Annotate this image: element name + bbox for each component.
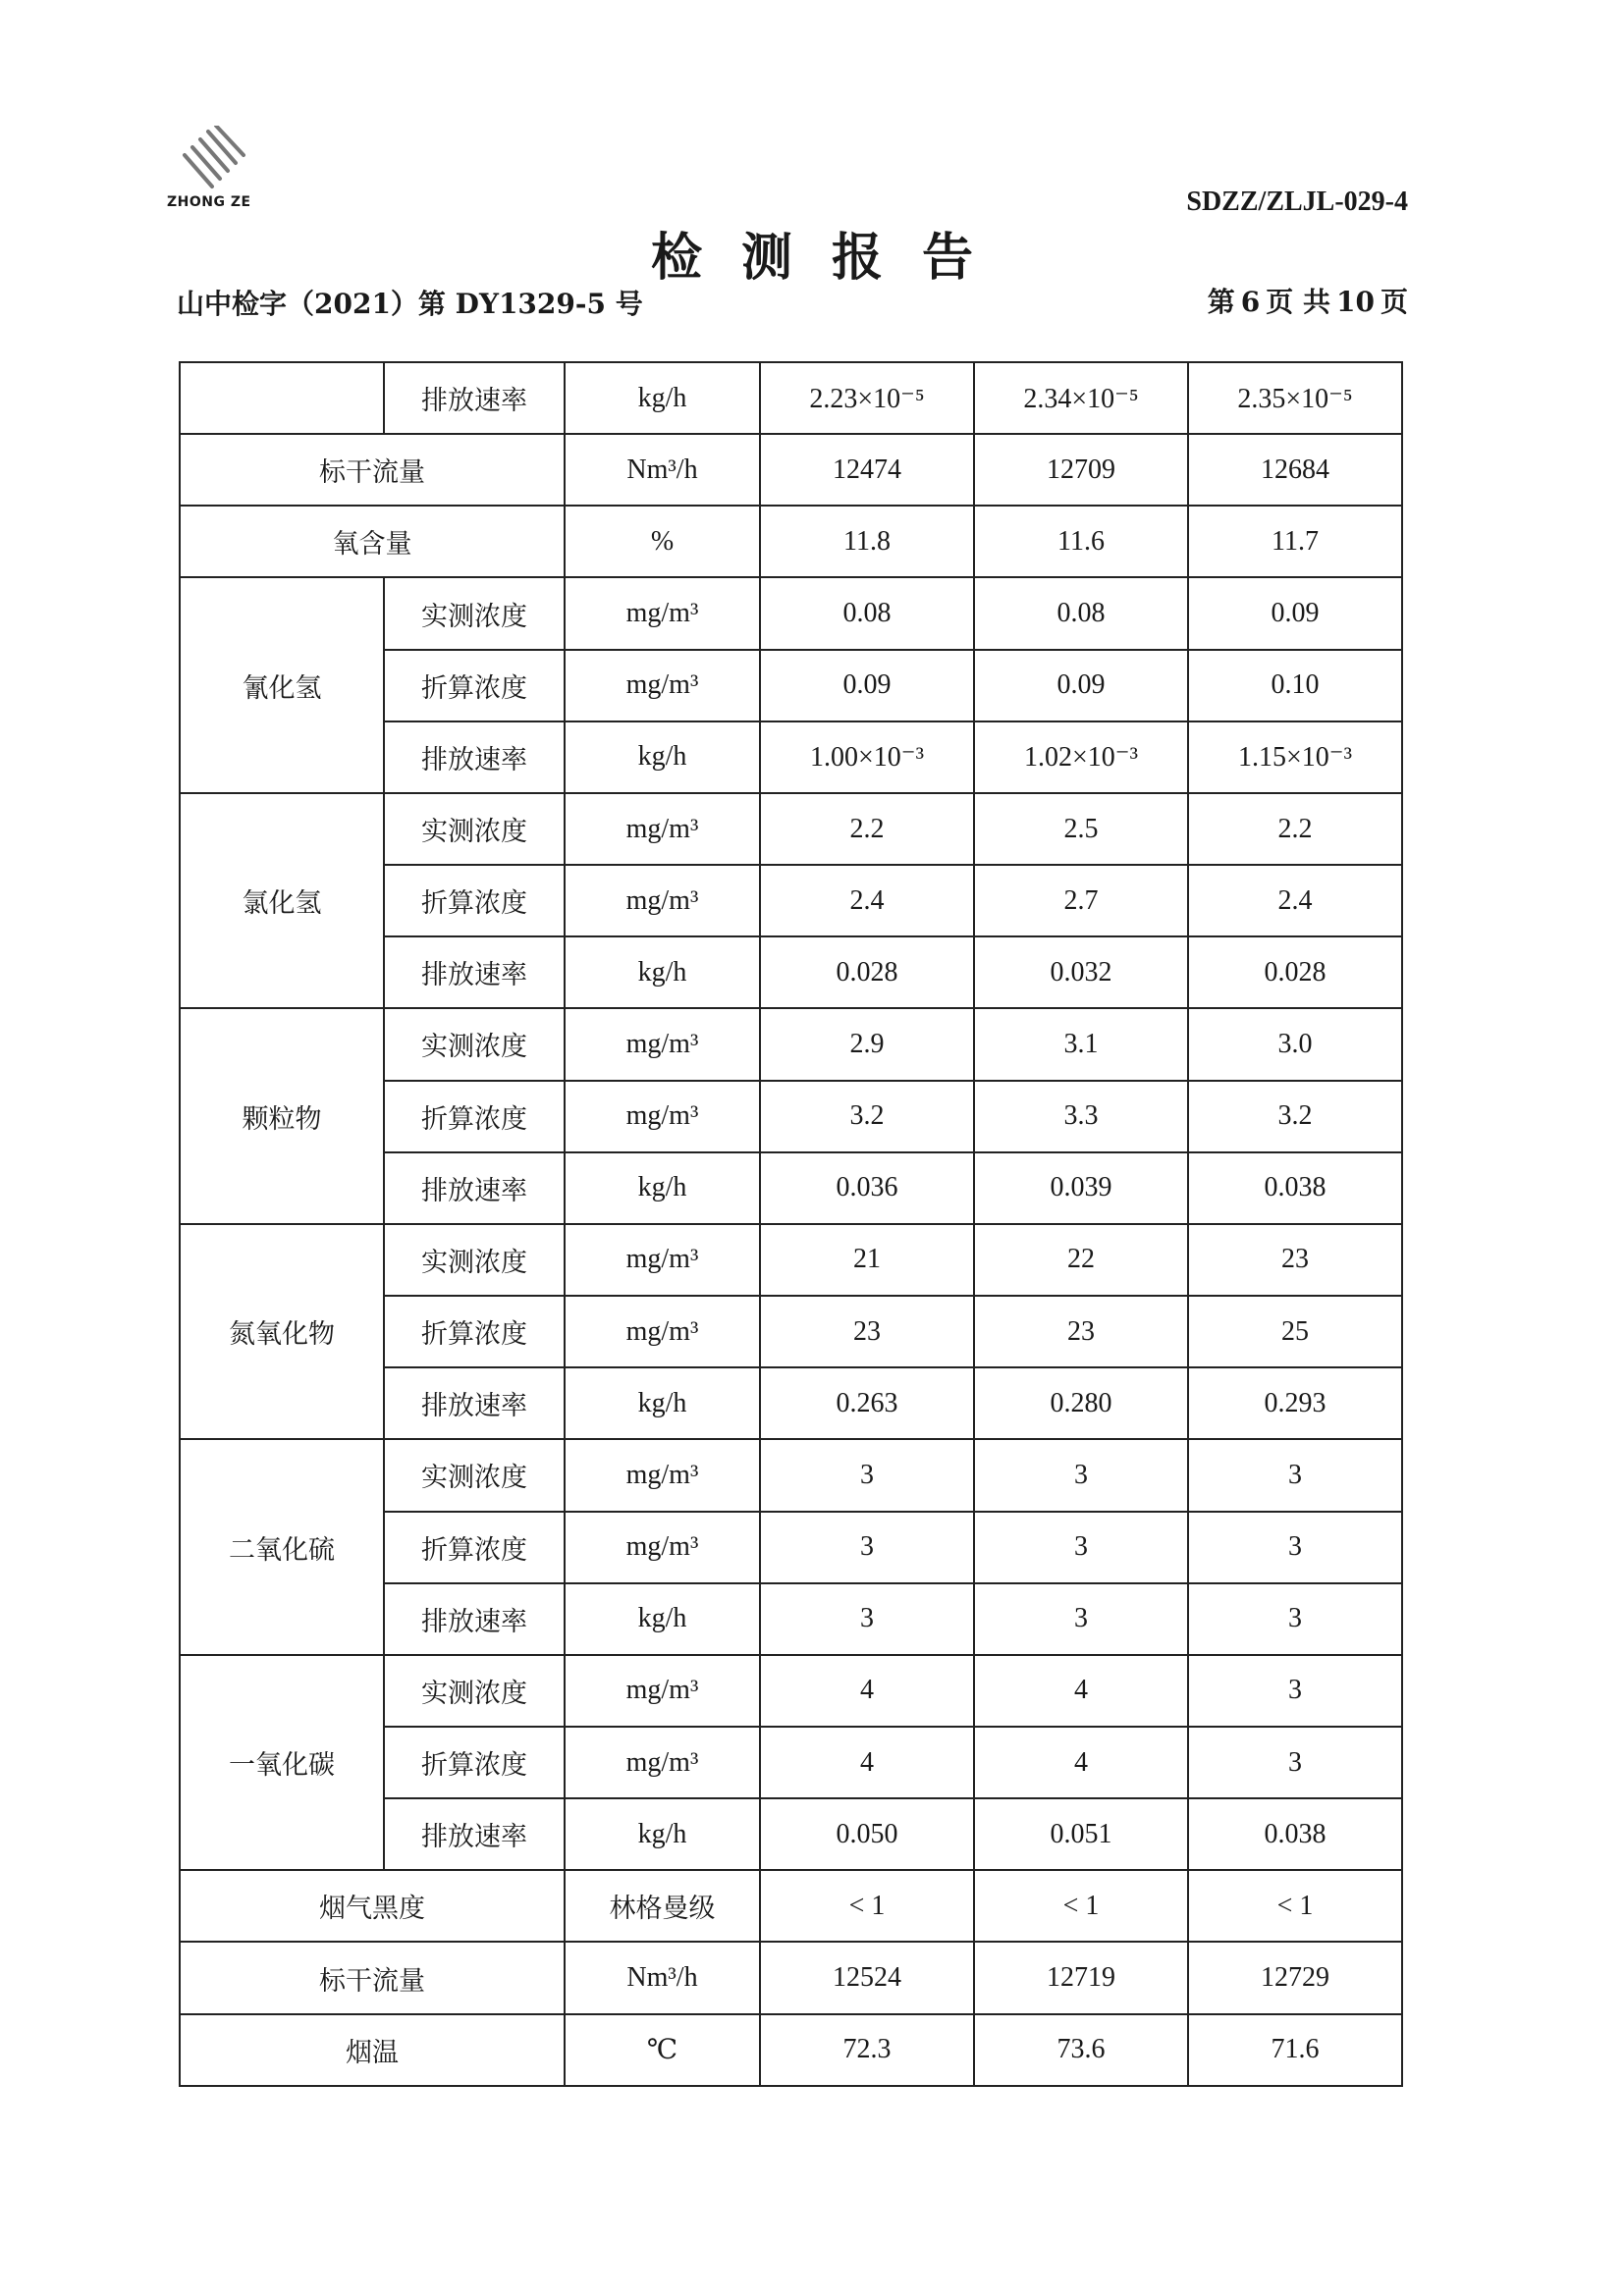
group-cell: 二氧化硫 <box>180 1439 384 1654</box>
sub-item-cell: 折算浓度 <box>384 1296 565 1367</box>
value-cell: 0.038 <box>1188 1798 1402 1870</box>
table-row <box>180 2014 1402 2086</box>
document-code: SDZZ/ZLJL-029-4 <box>1186 187 1408 217</box>
unit-cell: % <box>565 506 760 577</box>
value-cell: 3 <box>760 1439 974 1511</box>
table-row <box>180 1942 1402 2013</box>
sub-item-cell: 实测浓度 <box>384 1655 565 1727</box>
unit-cell: kg/h <box>565 362 760 434</box>
value-cell: 2.23×10⁻⁵ <box>760 362 974 434</box>
value-cell: 73.6 <box>974 2014 1188 2086</box>
item-cell: 烟温 <box>180 2014 565 2086</box>
value-cell: 2.2 <box>760 793 974 865</box>
unit-cell: kg/h <box>565 1367 760 1439</box>
value-cell: 0.09 <box>760 650 974 721</box>
unit-cell: kg/h <box>565 1583 760 1655</box>
value-cell: 2.34×10⁻⁵ <box>974 362 1188 434</box>
unit-cell: kg/h <box>565 1798 760 1870</box>
unit-cell: mg/m³ <box>565 1081 760 1152</box>
value-cell: 2.35×10⁻⁵ <box>1188 362 1402 434</box>
unit-cell: mg/m³ <box>565 1296 760 1367</box>
value-cell: 12729 <box>1188 1942 1402 2013</box>
results-table <box>179 361 1403 2087</box>
sub-item-cell: 折算浓度 <box>384 1081 565 1152</box>
sub-item-cell: 排放速率 <box>384 362 565 434</box>
value-cell: 12684 <box>1188 434 1402 506</box>
value-cell: 3 <box>974 1439 1188 1511</box>
table-row <box>180 793 1402 865</box>
value-cell: 4 <box>760 1727 974 1798</box>
unit-cell: mg/m³ <box>565 577 760 649</box>
value-cell: 2.5 <box>974 793 1188 865</box>
value-cell: < 1 <box>1188 1870 1402 1942</box>
value-cell: 3 <box>974 1512 1188 1583</box>
unit-cell: mg/m³ <box>565 793 760 865</box>
value-cell: 12524 <box>760 1942 974 2013</box>
sub-item-cell: 实测浓度 <box>384 577 565 649</box>
value-cell: < 1 <box>974 1870 1188 1942</box>
value-cell: 3 <box>1188 1512 1402 1583</box>
page-number: 第 6 页 共 10 页 <box>1207 286 1408 318</box>
sub-item-cell: 折算浓度 <box>384 650 565 721</box>
table-row <box>180 1870 1402 1942</box>
sub-item-cell: 实测浓度 <box>384 1439 565 1511</box>
unit-cell: kg/h <box>565 936 760 1008</box>
value-cell: 3 <box>760 1583 974 1655</box>
value-cell: 3.0 <box>1188 1008 1402 1080</box>
value-cell: 0.280 <box>974 1367 1188 1439</box>
report-reference: 山中检字（2021）第 DY1329-5 号 <box>177 288 643 320</box>
value-cell: 0.051 <box>974 1798 1188 1870</box>
value-cell: 0.039 <box>974 1152 1188 1224</box>
table-row <box>180 1655 1402 1727</box>
value-cell: 0.028 <box>760 936 974 1008</box>
value-cell: 2.7 <box>974 865 1188 936</box>
value-cell: 0.038 <box>1188 1152 1402 1224</box>
item-cell: 氧含量 <box>180 506 565 577</box>
value-cell: 0.050 <box>760 1798 974 1870</box>
value-cell: 12474 <box>760 434 974 506</box>
group-cell <box>180 362 384 434</box>
value-cell: 1.00×10⁻³ <box>760 721 974 793</box>
group-cell: 氮氧化物 <box>180 1224 384 1439</box>
table-row <box>180 1008 1402 1080</box>
sub-item-cell: 实测浓度 <box>384 793 565 865</box>
value-cell: 1.02×10⁻³ <box>974 721 1188 793</box>
value-cell: 21 <box>760 1224 974 1296</box>
value-cell: 2.4 <box>760 865 974 936</box>
unit-cell: mg/m³ <box>565 650 760 721</box>
value-cell: 0.036 <box>760 1152 974 1224</box>
sub-item-cell: 折算浓度 <box>384 865 565 936</box>
table-row <box>180 577 1402 649</box>
value-cell: 11.6 <box>974 506 1188 577</box>
table-row <box>180 362 1402 434</box>
value-cell: 23 <box>760 1296 974 1367</box>
sub-item-cell: 排放速率 <box>384 1152 565 1224</box>
sub-item-cell: 排放速率 <box>384 721 565 793</box>
value-cell: 2.2 <box>1188 793 1402 865</box>
sub-item-cell: 排放速率 <box>384 1583 565 1655</box>
unit-cell: mg/m³ <box>565 865 760 936</box>
unit-cell: 林格曼级 <box>565 1870 760 1942</box>
value-cell: 3 <box>760 1512 974 1583</box>
group-cell: 一氧化碳 <box>180 1655 384 1870</box>
value-cell: 3 <box>1188 1439 1402 1511</box>
value-cell: 23 <box>1188 1224 1402 1296</box>
value-cell: 4 <box>974 1727 1188 1798</box>
value-cell: 0.028 <box>1188 936 1402 1008</box>
sub-item-cell: 实测浓度 <box>384 1224 565 1296</box>
item-cell: 标干流量 <box>180 1942 565 2013</box>
unit-cell: Nm³/h <box>565 434 760 506</box>
value-cell: 3 <box>1188 1583 1402 1655</box>
value-cell: 23 <box>974 1296 1188 1367</box>
table-row <box>180 1224 1402 1296</box>
page-title: 检测报告 <box>650 228 1012 288</box>
value-cell: 3.2 <box>1188 1081 1402 1152</box>
value-cell: 0.08 <box>974 577 1188 649</box>
unit-cell: mg/m³ <box>565 1439 760 1511</box>
sub-item-cell: 排放速率 <box>384 936 565 1008</box>
value-cell: 0.263 <box>760 1367 974 1439</box>
item-cell: 烟气黑度 <box>180 1870 565 1942</box>
table-row <box>180 506 1402 577</box>
sub-item-cell: 折算浓度 <box>384 1727 565 1798</box>
unit-cell: kg/h <box>565 721 760 793</box>
value-cell: 0.10 <box>1188 650 1402 721</box>
value-cell: 0.09 <box>1188 577 1402 649</box>
page-total: 10 <box>1336 286 1375 318</box>
value-cell: 4 <box>974 1655 1188 1727</box>
value-cell: 72.3 <box>760 2014 974 2086</box>
unit-cell: kg/h <box>565 1152 760 1224</box>
group-cell: 氰化氢 <box>180 577 384 792</box>
table-row <box>180 1439 1402 1511</box>
unit-cell: mg/m³ <box>565 1224 760 1296</box>
unit-cell: mg/m³ <box>565 1008 760 1080</box>
item-cell: 标干流量 <box>180 434 565 506</box>
group-cell: 氯化氢 <box>180 793 384 1008</box>
value-cell: 11.7 <box>1188 506 1402 577</box>
unit-cell: Nm³/h <box>565 1942 760 2013</box>
value-cell: 3.2 <box>760 1081 974 1152</box>
value-cell: 0.09 <box>974 650 1188 721</box>
unit-cell: mg/m³ <box>565 1727 760 1798</box>
logo-text: ZHONG ZE <box>167 194 251 210</box>
value-cell: 3 <box>974 1583 1188 1655</box>
value-cell: 4 <box>760 1655 974 1727</box>
value-cell: 3 <box>1188 1727 1402 1798</box>
value-cell: 0.08 <box>760 577 974 649</box>
value-cell: 3.1 <box>974 1008 1188 1080</box>
unit-cell: ℃ <box>565 2014 760 2086</box>
value-cell: 2.9 <box>760 1008 974 1080</box>
unit-cell: mg/m³ <box>565 1512 760 1583</box>
value-cell: 71.6 <box>1188 2014 1402 2086</box>
sub-item-cell: 排放速率 <box>384 1367 565 1439</box>
sub-item-cell: 折算浓度 <box>384 1512 565 1583</box>
value-cell: 11.8 <box>760 506 974 577</box>
value-cell: 3 <box>1188 1655 1402 1727</box>
value-cell: 0.293 <box>1188 1367 1402 1439</box>
value-cell: 25 <box>1188 1296 1402 1367</box>
value-cell: 3.3 <box>974 1081 1188 1152</box>
value-cell: 12709 <box>974 434 1188 506</box>
unit-cell: mg/m³ <box>565 1655 760 1727</box>
page-current: 6 <box>1240 286 1261 318</box>
value-cell: 2.4 <box>1188 865 1402 936</box>
value-cell: 12719 <box>974 1942 1188 2013</box>
value-cell: 1.15×10⁻³ <box>1188 721 1402 793</box>
sub-item-cell: 排放速率 <box>384 1798 565 1870</box>
value-cell: 22 <box>974 1224 1188 1296</box>
sub-item-cell: 实测浓度 <box>384 1008 565 1080</box>
group-cell: 颗粒物 <box>180 1008 384 1223</box>
table-row <box>180 434 1402 506</box>
value-cell: 0.032 <box>974 936 1188 1008</box>
value-cell: < 1 <box>760 1870 974 1942</box>
